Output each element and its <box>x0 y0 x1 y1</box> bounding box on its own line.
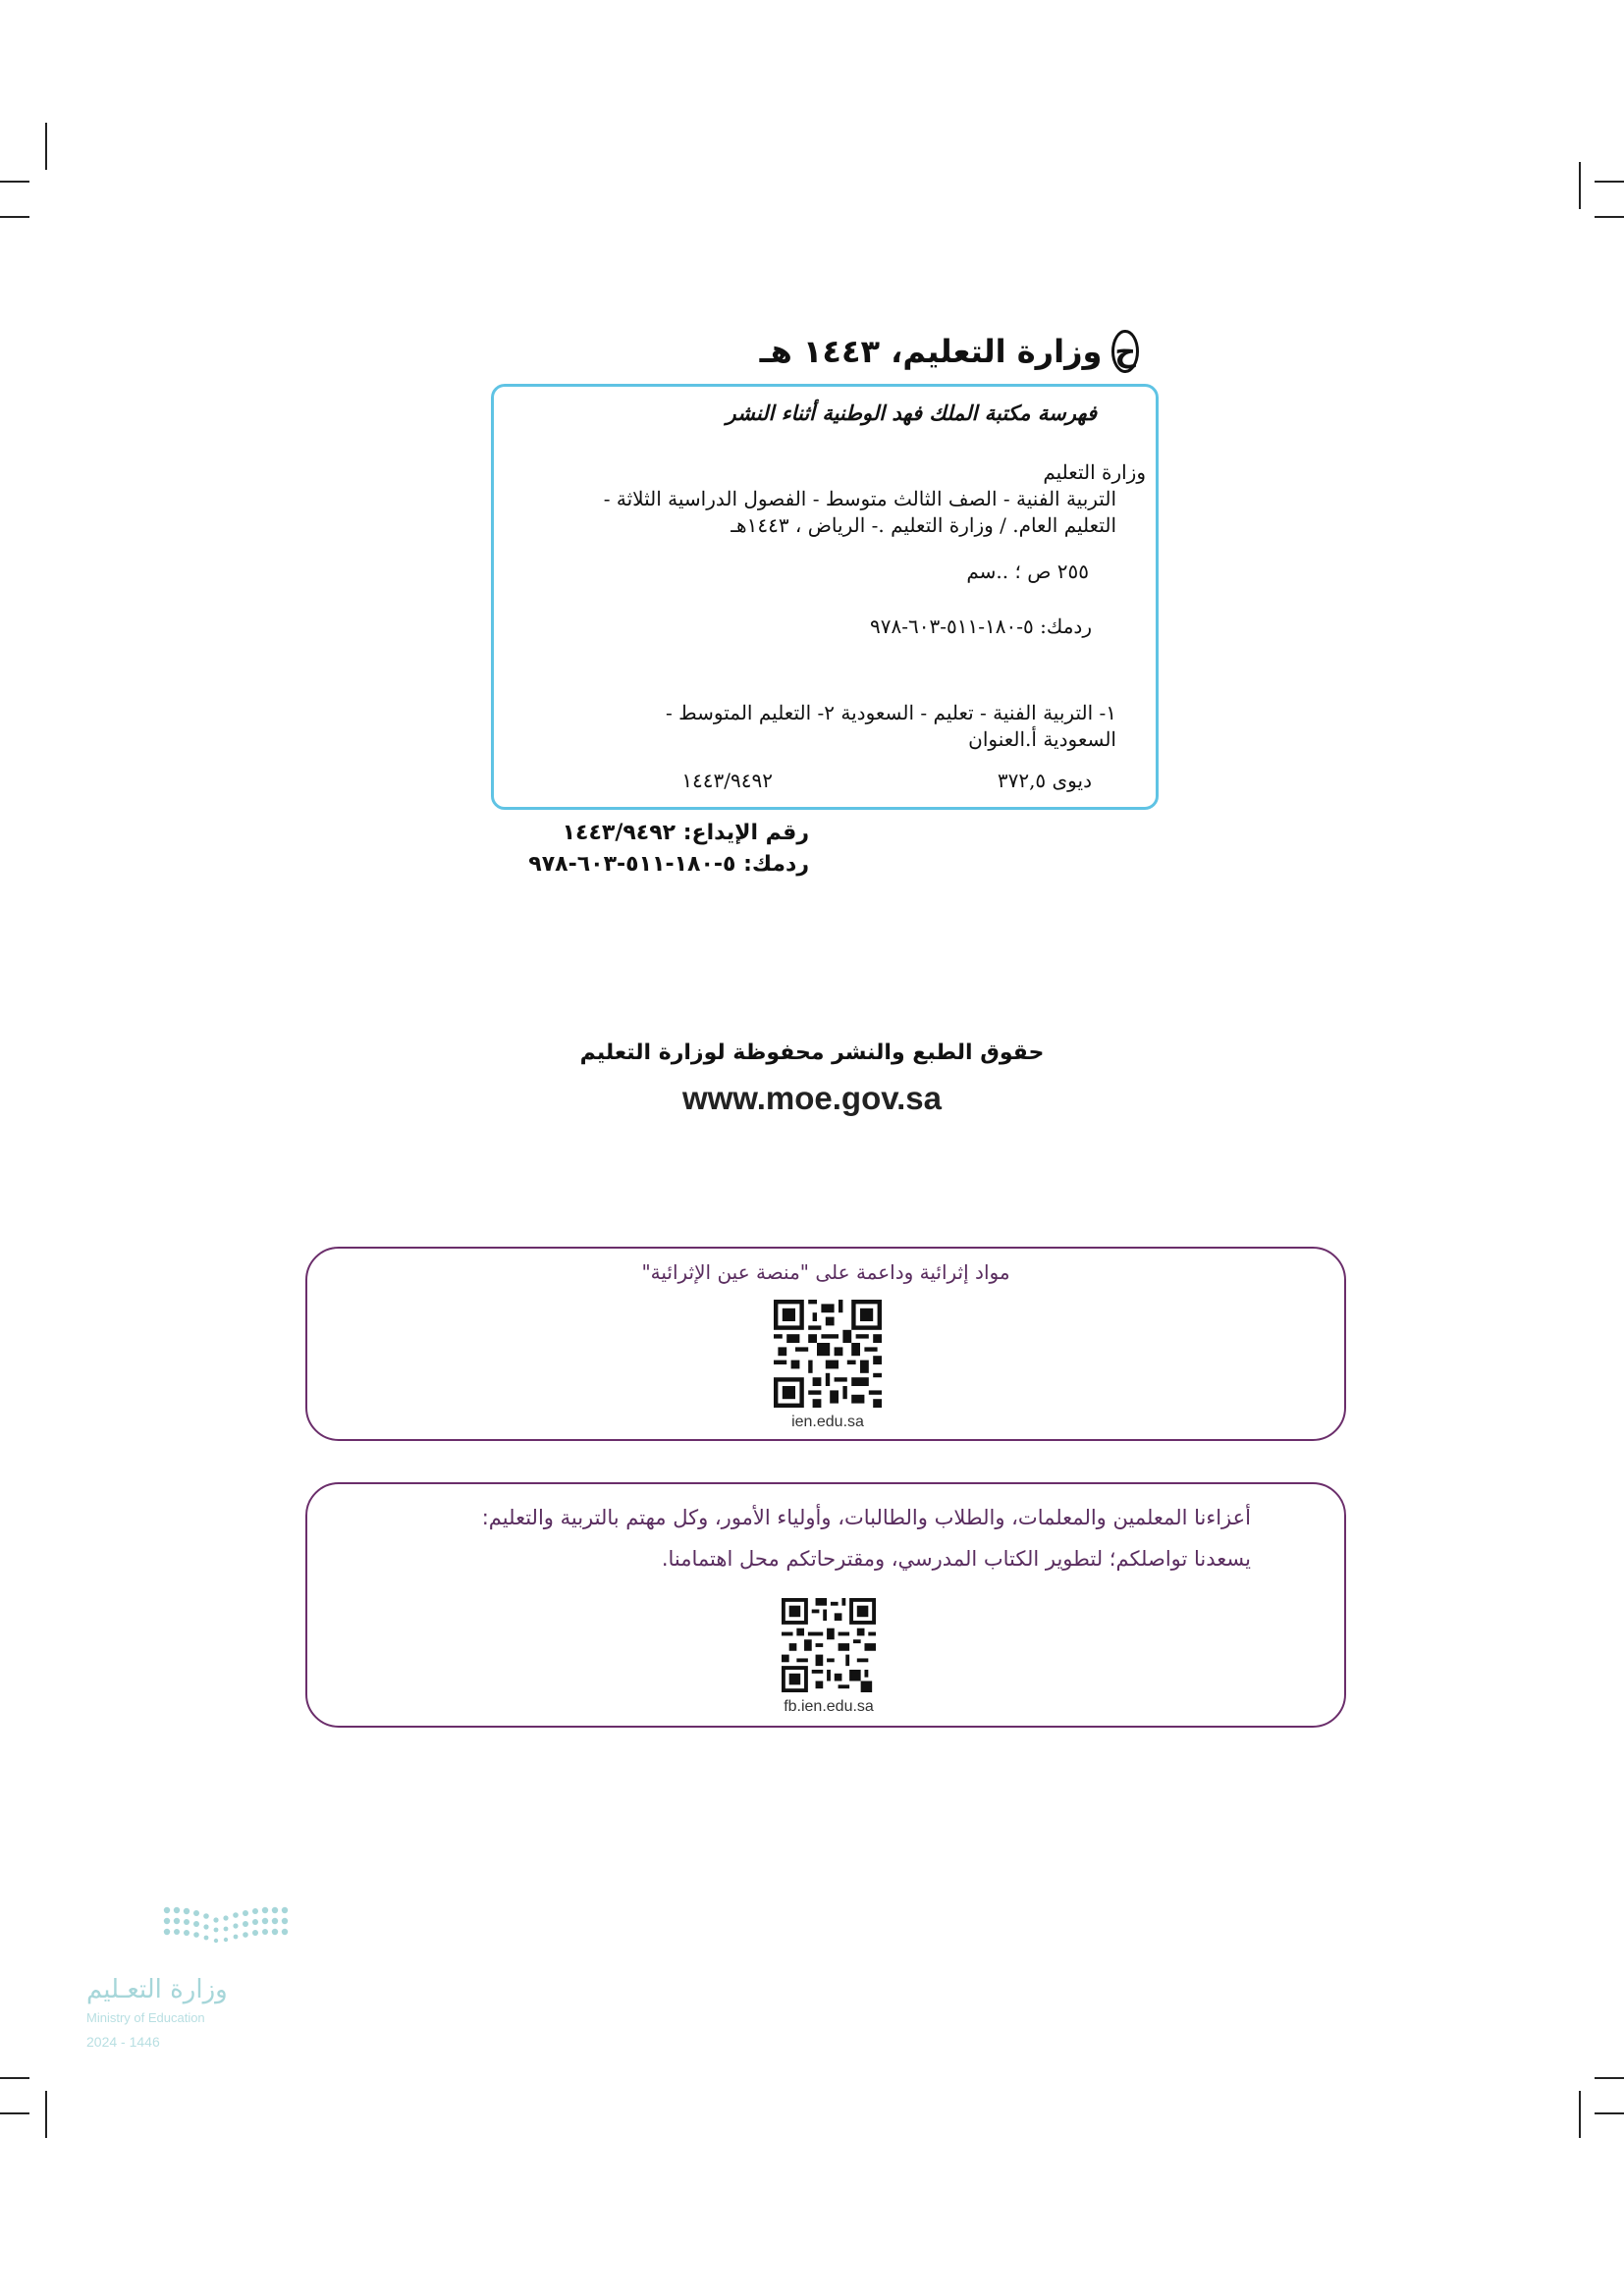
ien-platform-panel <box>305 1247 1346 1441</box>
cataloging-box <box>491 384 1159 810</box>
catalog-subjects: ١- التربية الفنية - تعليم - السعودية ٢- التعليم المتوسط - <box>666 701 1116 724</box>
crop-mark <box>0 216 29 218</box>
copyright-heading <box>759 324 1139 379</box>
catalog-title: فهرسة مكتبة الملك فهد الوطنية أثناء النشر <box>726 400 1097 425</box>
deposit-number: رقم الإيداع: ١٤٤٣/٩٤٩٢ <box>562 821 809 845</box>
qr-url[interactable]: fb.ien.edu.sa <box>784 1698 874 1715</box>
qr-url[interactable]: ien.edu.sa <box>791 1414 864 1430</box>
ien-panel-text: مواد إثرائية وداعمة على "منصة عين الإثرائية" <box>641 1260 1010 1284</box>
crop-mark <box>1579 2091 1581 2138</box>
catalog-description: التربية الفنية - الصف الثالث متوسط - الفصول الدراسية الثلاثة - <box>603 487 1116 510</box>
ministry-logo-arabic: وزارة التعـليم <box>86 1975 228 2004</box>
catalog-pages: ٢٥٥ ص ؛ ..سم <box>966 560 1089 583</box>
feedback-greeting: أعزاءنا المعلمين والمعلمات، والطلاب والطالبات، وأولياء الأمور، وكل مهتم بالتربية والتعليم: <box>481 1506 1251 1529</box>
catalog-description: التعليم العام. / وزارة التعليم .- الرياض ، ١٤٤٣هـ <box>731 513 1116 537</box>
catalog-dewey: ديوى ٣٧٢,٥ <box>997 769 1092 792</box>
ministry-logo-english: Ministry of Education <box>86 2010 205 2025</box>
feedback-panel <box>305 1482 1346 1728</box>
copyright-symbol: ح <box>1111 330 1139 373</box>
catalog-isbn: ردمك: ٥-١٨٠-٥١١-٦٠٣-٩٧٨ <box>870 614 1092 638</box>
crop-mark <box>1595 2077 1624 2079</box>
crop-mark <box>1595 216 1624 218</box>
qr-code-icon[interactable] <box>774 1300 882 1408</box>
copyright-text: وزارة التعليم، ١٤٤٣ هـ <box>759 333 1103 370</box>
deposit-isbn: ردمك: ٥-١٨٠-٥١١-٦٠٣-٩٧٨ <box>528 852 809 877</box>
crop-mark <box>0 181 29 183</box>
crop-mark <box>1595 181 1624 183</box>
catalog-subjects: السعودية أ.العنوان <box>968 727 1116 751</box>
crop-mark <box>1595 2112 1624 2114</box>
rights-statement: حقوق الطبع والنشر محفوظة لوزارة التعليم <box>579 1041 1045 1065</box>
feedback-message: يسعدنا تواصلكم؛ لتطوير الكتاب المدرسي، ومقترحاتكم محل اهتمامنا. <box>661 1547 1251 1571</box>
crop-mark <box>0 2077 29 2079</box>
crop-mark <box>0 2112 29 2114</box>
crop-mark <box>45 123 47 170</box>
crop-mark <box>45 2091 47 2138</box>
catalog-deposit: ١٤٤٣/٩٤٩٢ <box>681 769 773 792</box>
catalog-author: وزارة التعليم <box>1043 460 1146 484</box>
crop-mark <box>1579 162 1581 209</box>
qr-code-icon[interactable] <box>782 1598 876 1692</box>
website-link[interactable]: www.moe.gov.sa <box>681 1080 943 1116</box>
ministry-logo-year: 2024 - 1446 <box>86 2034 160 2050</box>
